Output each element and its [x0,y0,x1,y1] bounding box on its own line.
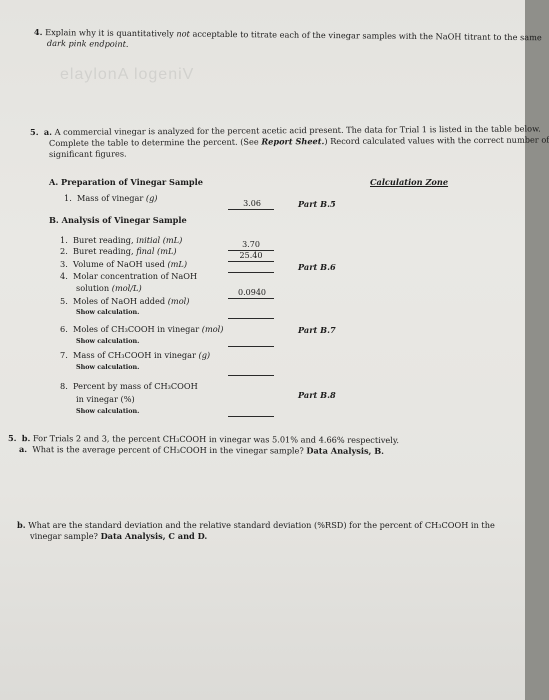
question-b-text2: vinegar sample? [30,531,98,541]
item-unit: (mol/L) [111,283,142,293]
bleed-through-text: elaylonA logeniV [60,66,195,83]
answer-line [228,261,274,262]
section-b-item-6 [60,324,224,334]
question-5b-text2: What is the average percent of CH₃COOH in the vinegar sample? [32,444,304,456]
question-4-line1-rest: acceptable to titrate each of the vinegar samples with the NaOH titrant to the same [192,28,542,43]
item-label: Moles of CH₃COOH in vinegar [73,324,200,334]
item-unit: (g) [145,193,158,203]
section-a-title: A. Preparation of Vinegar Sample [49,177,203,187]
question-5b-sub-letter: a. [18,444,28,455]
section-b-title: B. Analysis of Vinegar Sample [49,215,187,225]
show-calculation-label: Show calculation. [76,308,140,316]
question-5-number: 5. [30,126,39,137]
item-label: Volume of NaOH used [73,259,165,269]
item-number: 8. [60,381,68,391]
show-calculation-label: Show calculation. [76,337,140,345]
item-label: Buret reading, [73,235,134,245]
part-b7-label: Part B.7 [298,325,336,335]
answer-line [228,375,274,376]
report-sheet-ref: Report Sheet. [261,136,325,147]
question-5a-text2b: ) Record calculated values with the correct number of [324,134,549,147]
section-b-item-8-cont: in vinegar (%) [76,394,135,404]
section-b-item-4 [60,271,197,281]
naoh-molarity-value: 0.0940 [238,288,266,297]
question-5b-letter: b. [21,433,31,444]
item-number: 3. [60,259,68,269]
answer-line [228,416,274,417]
mass-vinegar-value: 3.06 [243,199,261,208]
section-b-item-1 [60,235,182,245]
item-label: Mass of vinegar [77,193,144,203]
answer-line [228,346,274,347]
item-label: Buret reading, [73,246,134,256]
question-b-line2 [30,531,207,541]
item-number: 7. [60,350,68,360]
question-5b-text1: For Trials 2 and 3, the percent CH₃COOH in vinegar was 5.01% and 4.66% respectively. [32,433,400,446]
buret-final-value: 25.40 [239,251,263,260]
question-4-line1: Explain why it is quantitatively [45,27,174,39]
item-unit: final (mL) [136,246,177,256]
section-b-item-5 [60,296,189,306]
question-5b-line2 [19,444,384,456]
section-b-item-7 [60,350,210,360]
question-4-line2: dark pink endpoint. [46,38,129,49]
show-calculation-label: Show calculation. [76,363,140,371]
item-unit: initial (mL) [136,235,183,245]
item-number: 5. [60,296,68,306]
item-label: Molar concentration of NaOH [73,271,198,281]
item-unit: (mol) [167,296,190,306]
item-number: 2. [60,246,68,256]
section-b-item-2 [60,246,177,256]
item-unit: (mL) [167,259,188,269]
item-label: Mass of CH₃COOH in vinegar [73,350,196,360]
buret-initial-value: 3.70 [242,240,260,249]
answer-line [228,298,274,299]
item-number: 6. [60,324,68,334]
question-4-not: not [176,28,190,39]
question-5a-text2: Complete the table to determine the percent. (See [49,136,259,148]
question-4-number: 4. [33,27,43,38]
question-b-text1: What are the standard deviation and the relative standard deviation (%RSD) for the percent of CH₃COOH in the [28,520,495,530]
part-b6-label: Part B.6 [298,262,336,272]
question-5b-number: 5. [7,433,17,444]
item-label: Percent by mass of CH₃COOH [73,381,198,391]
item-unit: (g) [198,350,211,360]
answer-line [228,209,274,210]
question-b-letter: b. [17,520,26,530]
question-5a-text1: A commercial vinegar is analyzed for the percent acetic acid present. The data for Trial 1 is listed in the table below. [54,123,541,137]
item-number: 1. [64,193,72,203]
answer-line [228,272,274,273]
question-b-line1 [17,520,495,530]
part-b5-label: Part B.5 [298,199,336,209]
question-5a-letter: a. [43,126,53,137]
item-number: 1. [60,235,68,245]
show-calculation-label: Show calculation. [76,407,140,415]
item-number: 4. [60,271,68,281]
item-label: solution [76,283,110,293]
question-5a-line3: significant figures. [49,148,127,159]
section-b-item-3 [60,259,187,269]
answer-line [228,318,274,319]
question-5b-line1 [8,433,399,445]
data-analysis-ref: Data Analysis, C and D. [100,531,208,541]
part-b8-label: Part B.8 [298,390,336,400]
item-unit: (mol) [201,324,224,334]
question-5a-line2 [49,135,549,148]
calculation-zone-heading: Calculation Zone [370,177,449,187]
data-analysis-ref: Data Analysis, B. [306,445,385,456]
item-label: Moles of NaOH added [73,296,166,306]
section-b-item-8 [60,381,198,391]
section-a-item-1 [64,193,158,203]
section-b-item-4-cont [76,283,142,293]
